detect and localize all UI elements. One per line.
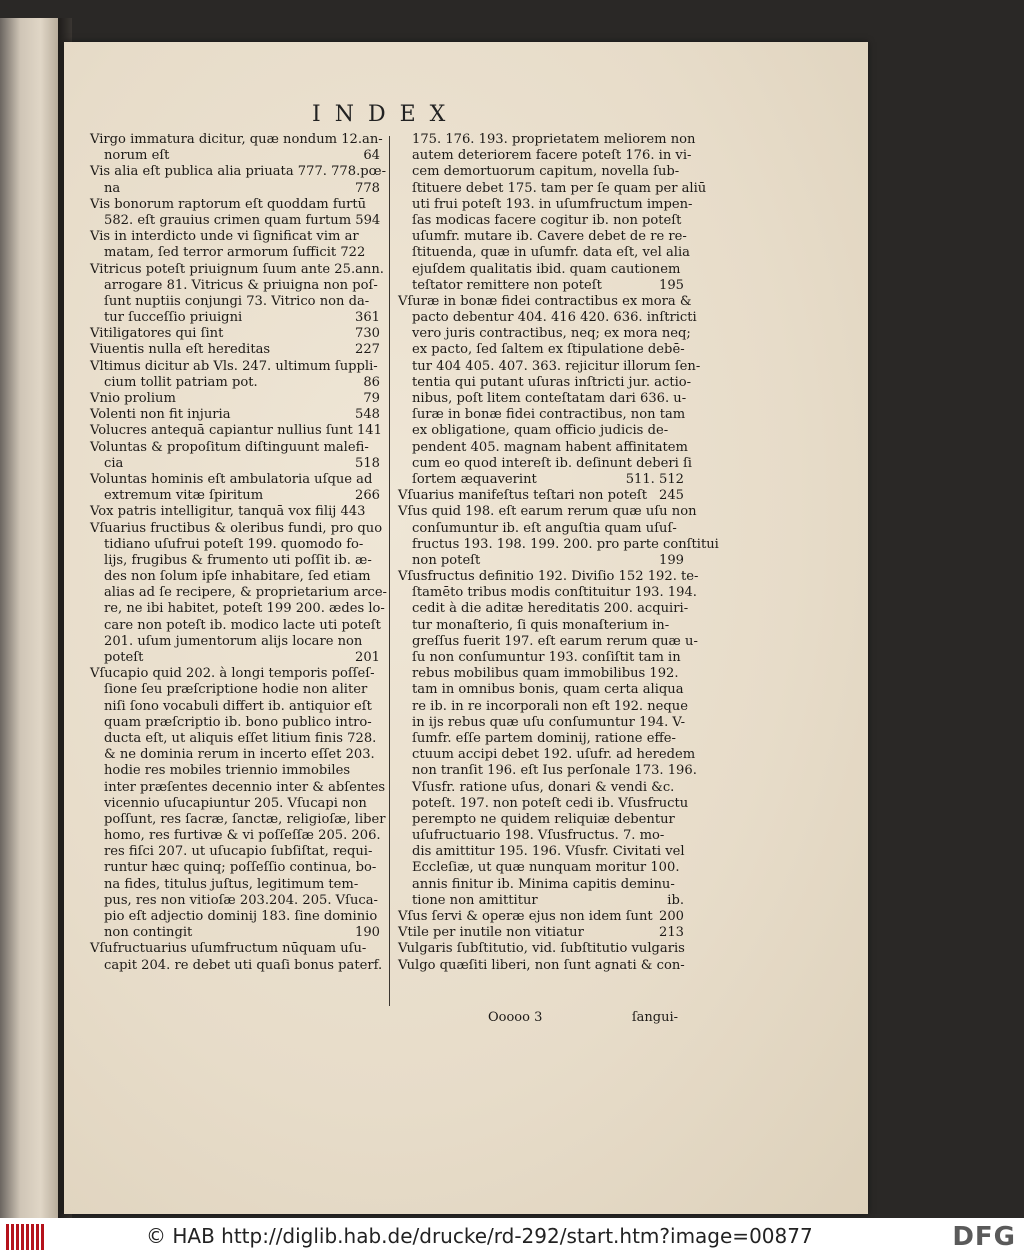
entry-text: Vulgo quæſiti liberi, non ſunt agnati & con- <box>398 957 685 973</box>
index-entry-line <box>398 245 690 261</box>
entry-text: ex obligatione, quam officio judicis de- <box>412 423 669 439</box>
index-entry-line <box>398 780 684 796</box>
entry-text: ſione ſeu præſcriptione hodie non aliter <box>104 682 368 698</box>
index-entry-line <box>398 196 693 213</box>
page-reference: 64 <box>363 148 380 164</box>
entry-text: uſumfr. mutare ib. Cavere debet de re re- <box>412 229 687 245</box>
column-divider <box>389 136 390 1006</box>
index-entry-line <box>398 293 692 310</box>
footer-copyright: © HAB http://diglib.hab.de/drucke/rd-292/start.htm?image=00877 <box>146 1224 813 1248</box>
page-title: INDEX <box>312 102 460 127</box>
index-entry-line <box>398 828 684 844</box>
entry-text: cum eo quod intereſt ib. deſinunt deberi ſi <box>412 455 692 471</box>
entry-text: Vſus ſervi & operæ ejus non idem ſunt <box>398 909 653 924</box>
index-entry-line <box>398 407 684 423</box>
dfg-logo: DFG <box>952 1222 1016 1252</box>
entry-text: care non poteſt ib. modico lacte uti poteſt <box>104 617 381 633</box>
entry-text: na fides, titulus juſtus, legitimum tem- <box>104 876 359 892</box>
entry-text: Voluntas hominis eſt ambulatoria uſque ad <box>90 471 373 487</box>
entry-text: Vis alia eſt publica alia priuata 777. 778.pœ- <box>90 164 387 180</box>
entry-text: perempto ne quidem reliquiæ debentur <box>412 811 675 827</box>
index-entry-line <box>398 731 684 747</box>
entry-text: nibus, poſt litem conteſtatam dari 636. u- <box>412 391 687 406</box>
entry-text: ctuum accipi debet 192. uſufr. ad heredem <box>412 747 696 763</box>
index-entry-line <box>398 391 687 407</box>
page-reference: 518 <box>355 455 380 471</box>
page-reference: 195 <box>659 277 684 293</box>
index-entry-line <box>90 811 386 828</box>
entry-text: ſtituere debet 175. tam per ſe quam per aliū <box>412 180 707 196</box>
index-entry-line <box>90 779 386 796</box>
entry-text: tidiano uſufrui poteſt 199. quomodo fo- <box>104 536 364 552</box>
entry-text: tione non amittitur <box>412 892 538 908</box>
entry-text: dis amittitur 195. 196. Vſusfr. Civitati vel <box>412 844 685 860</box>
index-entry-line <box>90 148 380 164</box>
entry-text: Vſuarius fructibus & oleribus fundi, pro quo <box>90 520 383 536</box>
page-reference: 213 <box>659 925 684 941</box>
entry-text: ducta eſt, ut aliquis eſſet litium finis 728. <box>104 730 377 746</box>
index-entry-line <box>398 877 684 893</box>
entry-text: pacto debentur 404. 416 420. 636. inſtricti <box>412 310 697 326</box>
page-reference: 79 <box>363 391 380 406</box>
entry-text: cia <box>104 455 124 471</box>
index-entry-line <box>398 633 698 650</box>
entry-text: ſortem æquaverint <box>412 471 537 487</box>
index-entry-line <box>90 747 380 763</box>
index-entry-line <box>398 650 684 666</box>
entry-text: capit 204. re debet uti quaſi bonus paterf. <box>104 957 383 973</box>
entry-text: niſi ſono vocabuli differt ib. antiquior eſt <box>104 698 372 714</box>
index-entry-line <box>398 278 684 294</box>
index-entry-line <box>90 828 380 844</box>
entry-text: ſu non conſumuntur 193. conſiſtit tam in <box>412 650 681 665</box>
entry-text: Vſuræ in bonæ fidei contractibus ex mora & <box>398 293 692 309</box>
entry-text: Vitiligatores qui ſint <box>90 326 224 342</box>
index-entry-line <box>398 553 684 569</box>
page-reference: 511. 512 <box>625 471 684 487</box>
index-entry-line <box>398 844 684 860</box>
entry-text: pio eſt adjectio dominij 183. ſine dominio <box>104 909 378 924</box>
index-entry-line <box>90 909 380 925</box>
index-entry-line <box>90 504 380 520</box>
left-column <box>90 132 387 974</box>
entry-text: Vitricus poteſt priuignum ſuum ante 25.ann. <box>90 261 384 277</box>
entry-text: Volenti non fit injuria <box>90 407 231 423</box>
entry-text: ſtamēto tribus modis conſtituitur 193. 194. <box>412 585 697 601</box>
signature-mark: Ooooo 3 <box>488 1010 543 1025</box>
catchword: ſangui- <box>631 1010 678 1025</box>
entry-text: homo, res furtivæ & vi poſſeſſæ 205. 206. <box>104 828 381 844</box>
entry-text: uſufructuario 198. Vſusfructus. 7. mo- <box>412 828 665 844</box>
index-entry-line <box>90 618 380 634</box>
index-entry-line <box>398 795 689 812</box>
index-entry-line <box>90 229 380 245</box>
index-entry-line <box>90 893 380 909</box>
entry-text: arrogare 81. Vitricus & priuigna non poſ- <box>104 277 378 293</box>
entry-text: cem demortuorum capitum, novella ſub- <box>412 164 680 180</box>
index-entry-line <box>90 941 380 957</box>
page-reference: 190 <box>355 925 380 941</box>
index-entry-line <box>90 585 387 601</box>
page-reference: 730 <box>355 326 380 342</box>
page-reference: 361 <box>355 310 380 326</box>
entry-text: extremum vitæ ſpiritum <box>104 488 264 504</box>
right-column <box>398 132 719 974</box>
index-entry-line <box>90 472 380 488</box>
index-entry-line <box>398 698 688 715</box>
entry-text: Vtile per inutile non vitiatur <box>398 925 584 941</box>
entry-text: 582. eſt grauius crimen quam furtum 594 <box>104 212 381 228</box>
index-entry-line <box>90 440 380 456</box>
entry-text: re ib. in re incorporali non eſt 192. neque <box>412 698 688 714</box>
index-entry-line <box>90 925 380 941</box>
index-entry-line <box>90 164 387 180</box>
index-entry-line <box>398 229 687 245</box>
entry-text: non tranſit 196. eſt Ius perſonale 173. 196. <box>412 763 697 779</box>
index-entry-line <box>398 569 699 585</box>
index-entry-line <box>398 958 684 974</box>
entry-text: poteſt <box>104 650 144 665</box>
entry-text: & ne dominia rerum in incerto eſſet 203. <box>104 747 375 763</box>
index-entry-line <box>90 245 380 261</box>
index-entry-line <box>90 391 380 407</box>
entry-text: quam præſcriptio ib. bono publico intro- <box>104 714 372 730</box>
page-reference: 266 <box>355 488 380 504</box>
index-entry-line <box>90 844 380 860</box>
entry-text: des non ſolum ipſe inhabitare, ſed etiam <box>104 569 371 585</box>
entry-text: Vnio prolium <box>90 391 176 406</box>
index-entry-line <box>90 699 380 715</box>
entry-text: Vox patris intelligitur, tanquā vox filij 443 <box>90 504 366 520</box>
entry-text: uti frui poteſt 193. in uſumfructum impen- <box>412 196 693 212</box>
index-entry-line <box>90 294 380 310</box>
entry-text: vicennio uſucapiuntur 205. Vſucapi non <box>104 795 367 811</box>
page-reference: 778 <box>355 180 380 196</box>
index-entry-line <box>398 213 684 229</box>
index-entry-line <box>90 715 380 731</box>
hab-logo-icon <box>6 1224 46 1250</box>
entry-text: Vſusfr. ratione uſus, donari & vendi &c. <box>412 779 675 795</box>
entry-text: non poteſt <box>412 552 481 568</box>
index-entry-line <box>90 375 380 391</box>
page-reference: 199 <box>659 552 684 568</box>
entry-text: tur 404 405. 407. 363. rejicitur illorum ſen- <box>412 358 701 374</box>
index-entry-line <box>398 601 689 617</box>
entry-text: runtur hæc quinq; poſſeſſio continua, bo- <box>104 860 377 876</box>
entry-text: in ijs rebus quæ uſu conſumuntur 194. V- <box>412 714 686 730</box>
page-reference: 201 <box>355 650 380 665</box>
entry-text: ſuræ in bonæ fidei contractibus, non tam <box>412 407 686 423</box>
entry-text: Vis bonorum raptorum eſt quoddam furtū <box>90 196 367 212</box>
index-entry-line <box>398 504 697 520</box>
index-entry-line <box>398 455 692 472</box>
index-entry-line <box>398 262 684 278</box>
entry-text: cium tollit patriam pot. <box>104 374 258 390</box>
entry-text: ſas modicas facere cogitur ib. non poteſt <box>412 212 682 228</box>
entry-text: Vltimus dicitur ab Vls. 247. ultimum ſuppli- <box>90 358 378 374</box>
entry-text: tur monaſterio, ſi quis monaſterium in- <box>412 617 670 633</box>
entry-text: re, ne ibi habitet, poteſt 199 200. ædes lo- <box>104 601 385 617</box>
index-entry-line <box>90 763 380 779</box>
index-entry-line <box>398 148 692 164</box>
entry-text: vero juris contractibus, neq; ex mora neq; <box>412 326 691 342</box>
index-entry-line <box>398 439 688 456</box>
entry-text: na <box>104 180 121 196</box>
index-entry-line <box>398 666 684 682</box>
index-entry-line <box>90 877 380 893</box>
entry-text: ex pacto, ſed ſaltem ex ſtipulatione debē- <box>412 342 685 358</box>
index-entry-line <box>398 358 701 375</box>
entry-text: alias ad ſe recipere, & proprietarium arce- <box>104 585 387 601</box>
entry-text: Eccleſiæ, ut quæ nunquam moritur 100. <box>412 860 680 876</box>
entry-text: annis finitur ib. Minima capitis deminu- <box>412 876 675 892</box>
entry-text: hodie res mobiles triennio immobiles <box>104 763 351 779</box>
entry-text: Volucres antequā capiantur nullius ſunt 141 <box>90 423 382 439</box>
entry-text: ſunt nuptiis conjungi 73. Vitrico non da- <box>104 293 370 309</box>
index-entry-line <box>398 180 707 197</box>
previous-page-edge <box>0 18 58 1218</box>
page-reference: 86 <box>363 374 380 390</box>
index-entry-line <box>398 423 684 439</box>
entry-text: pus, res non vitioſæ 203.204. 205. Vſuca- <box>104 892 378 908</box>
entry-text: Voluntas & propoſitum diſtinguunt malefi- <box>90 439 369 455</box>
index-entry-line <box>398 925 684 941</box>
entry-text: cedit à die aditæ hereditatis 200. acquiri- <box>412 601 689 617</box>
entry-text: lijs, frugibus & frumento uti poſſit ib. æ- <box>104 552 372 568</box>
entry-text: Virgo immatura dicitur, quæ nondum 12.an- <box>90 132 383 147</box>
page-reference: 548 <box>355 407 380 423</box>
entry-text: poſſunt, res ſacræ, ſanctæ, religioſæ, liber <box>104 811 386 827</box>
index-entry-line <box>90 456 380 472</box>
index-entry-line <box>90 731 380 747</box>
page-reference: 245 <box>659 488 684 504</box>
index-entry-line <box>90 197 380 213</box>
index-entry-line <box>90 359 380 375</box>
entry-text: ſtituenda, quæ in uſumfr. data eſt, vel alia <box>412 245 690 261</box>
index-entry-line <box>90 666 380 682</box>
index-entry-line <box>398 342 684 358</box>
entry-text: autem deteriorem facere poteſt 176. in vi- <box>412 148 692 164</box>
entry-text: conſumuntur ib. eſt anguſtia quam uſuſ- <box>412 520 677 536</box>
index-entry-line <box>398 860 684 876</box>
entry-text: inter præſentes decennio inter & abſentes <box>104 779 386 795</box>
entry-text: teſtator remittere non poteſt <box>412 277 602 293</box>
index-entry-line <box>398 618 684 634</box>
entry-text: Vulgaris ſubſtitutio, vid. ſubſtitutio vulgaris <box>398 941 685 957</box>
index-entry-line <box>398 941 684 957</box>
index-entry-line <box>398 488 684 504</box>
index-entry-line <box>90 796 380 812</box>
entry-text: Viuentis nulla eſt hereditas <box>90 342 271 358</box>
index-entry-line <box>398 132 696 148</box>
index-entry-line <box>90 553 380 569</box>
index-entry-line <box>90 326 380 342</box>
index-entry-line <box>398 472 684 488</box>
index-entry-line <box>398 763 697 779</box>
entry-text: tentia qui putant uſuras inſtricti jur. actio- <box>412 374 692 390</box>
page-reference: 200 <box>659 909 684 924</box>
index-entry-line <box>90 342 380 358</box>
index-entry-line <box>398 893 684 909</box>
entry-text: tur ſucceſſio priuigni <box>104 310 243 326</box>
entry-text: pendent 405. magnam habent affinitatem <box>412 439 688 455</box>
index-entry-line <box>398 585 697 601</box>
index-entry-line <box>90 488 380 504</box>
index-entry-line <box>90 278 380 294</box>
entry-text: poteſt. 197. non poteſt cedi ib. Vſusfructu <box>412 795 689 811</box>
index-entry-line <box>90 957 383 974</box>
entry-text: Vſuarius manifeſtus teſtari non poteſt <box>398 488 647 504</box>
index-entry-line <box>90 682 380 698</box>
index-entry-line <box>398 747 696 763</box>
index-entry-line <box>90 423 380 439</box>
entry-text: Vſusfructus definitio 192. Diviſio 152 192. te- <box>398 569 699 585</box>
entry-text: Vſus quid 198. eſt earum rerum quæ uſu non <box>398 504 697 520</box>
index-entry-line <box>90 537 380 553</box>
index-entry-line <box>90 407 380 423</box>
index-entry-line <box>90 181 380 197</box>
entry-text: Vis in interdicto unde vi ſignificat vim ar <box>90 229 359 245</box>
index-entry-line <box>90 520 383 537</box>
entry-text: 201. uſum jumentorum alijs locare non <box>104 633 363 649</box>
entry-text: Vſufructuarius uſumfructum nūquam uſu- <box>90 941 367 957</box>
index-entry-line <box>90 860 380 876</box>
index-entry-line <box>398 310 697 326</box>
page-reference: ib. <box>667 892 684 908</box>
entry-text: ſumfr. eſſe partem dominij, ratione effe- <box>412 730 676 746</box>
index-entry-line <box>90 213 380 229</box>
entry-text: non contingit <box>104 925 193 941</box>
entry-text: norum eſt <box>104 148 170 164</box>
entry-text: 175. 176. 193. proprietatem meliorem non <box>412 132 696 147</box>
catchline <box>488 1010 678 1028</box>
index-entry-line <box>90 261 384 278</box>
entry-text: fructus 193. 198. 199. 200. pro parte conſtitui <box>412 536 719 552</box>
index-entry-line <box>90 634 380 650</box>
index-entry-line <box>90 132 383 148</box>
index-entry-line <box>398 374 692 391</box>
index-entry-line <box>398 682 684 698</box>
index-entry-line <box>398 326 691 342</box>
index-entry-line <box>398 909 684 925</box>
entry-text: rebus mobilibus quam immobilibus 192. <box>412 666 679 682</box>
index-entry-line <box>90 601 385 617</box>
entry-text: greſſus fuerit 197. eſt earum rerum quæ u- <box>412 633 698 649</box>
index-entry-line <box>398 521 684 537</box>
entry-text: Vſucapio quid 202. à longi temporis poſſeſ- <box>90 666 375 682</box>
entry-text: matam, ſed terror armorum ſufficit 722 <box>104 245 366 261</box>
index-entry-line <box>90 569 380 585</box>
index-entry-line <box>90 310 380 326</box>
entry-text: res fiſci 207. ut uſucapio ſubſiſtat, requi- <box>104 844 373 860</box>
entry-text: ejuſdem qualitatis ibid. quam cautionem <box>412 261 681 277</box>
footer-bar <box>0 1218 1024 1255</box>
index-entry-line <box>398 812 684 828</box>
index-entry-line <box>398 715 684 731</box>
index-entry-line <box>398 536 719 553</box>
index-entry-line <box>90 650 380 666</box>
page-reference: 227 <box>355 342 380 358</box>
entry-text: tam in omnibus bonis, quam certa aliqua <box>412 682 684 698</box>
index-entry-line <box>398 164 684 180</box>
